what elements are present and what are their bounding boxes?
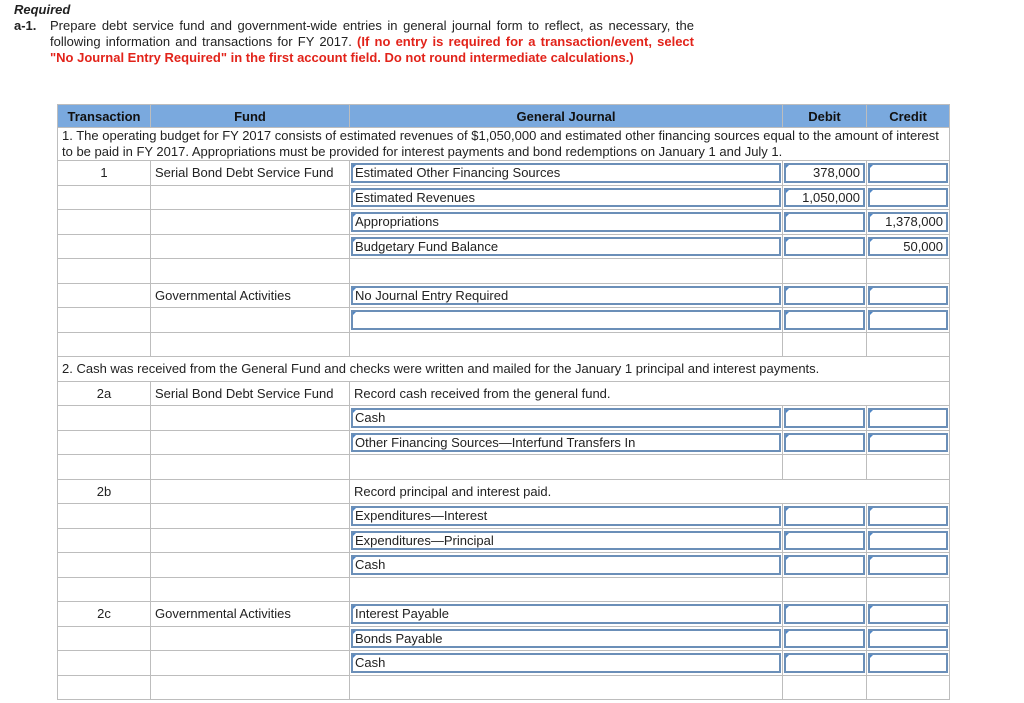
debit-input[interactable]: 378,000 — [784, 163, 865, 183]
credit-input[interactable] — [868, 506, 948, 526]
spacer-row — [58, 332, 950, 357]
transaction-number: 1 — [58, 161, 151, 186]
required-heading: Required — [14, 2, 71, 17]
part-label: a-1. — [14, 18, 37, 33]
fund-name — [151, 210, 350, 235]
account-select[interactable]: Cash — [351, 653, 781, 673]
description-row — [58, 357, 950, 382]
header-transaction: Transaction — [58, 105, 151, 128]
fund-name — [151, 406, 350, 431]
account-select[interactable]: Cash — [351, 408, 781, 428]
debit-input[interactable] — [784, 506, 865, 526]
account-select[interactable]: Budgetary Fund Balance — [351, 237, 781, 257]
fund-name — [151, 185, 350, 210]
spacer-row — [58, 675, 950, 700]
spacer-row — [58, 259, 950, 284]
record-instruction: Record cash received from the general fund. — [350, 381, 950, 406]
credit-input[interactable] — [868, 629, 948, 649]
record-instruction: Record principal and interest paid. — [350, 479, 950, 504]
credit-input[interactable] — [868, 604, 948, 624]
spacer-row — [58, 577, 950, 602]
account-select[interactable]: Appropriations — [351, 212, 781, 232]
transaction-number — [58, 626, 151, 651]
debit-input[interactable] — [784, 531, 865, 551]
credit-input[interactable] — [868, 555, 948, 575]
credit-input[interactable] — [868, 433, 948, 453]
debit-input[interactable]: 1,050,000 — [784, 188, 865, 208]
debit-input[interactable] — [784, 653, 865, 673]
fund-name — [151, 553, 350, 578]
fund-name — [151, 430, 350, 455]
journal-row — [58, 626, 950, 651]
account-select[interactable]: Expenditures—Interest — [351, 506, 781, 526]
account-select[interactable]: Expenditures—Principal — [351, 531, 781, 551]
account-select[interactable]: Other Financing Sources—Interfund Transfers In — [351, 433, 781, 453]
credit-input[interactable] — [868, 653, 948, 673]
transaction-number: 2b — [58, 479, 151, 504]
credit-input[interactable] — [868, 163, 948, 183]
instructions — [14, 2, 694, 66]
journal-row — [58, 283, 950, 308]
fund-name: Governmental Activities — [151, 283, 350, 308]
debit-input[interactable] — [784, 433, 865, 453]
account-select[interactable]: No Journal Entry Required — [351, 286, 781, 306]
header-debit: Debit — [783, 105, 867, 128]
instruction-text: Prepare debt service fund and government-wide entries in general journal form to reflect, as necessary, the following information and transactions for FY 2017. — [50, 18, 694, 49]
spacer-row — [58, 455, 950, 480]
account-select[interactable]: Interest Payable — [351, 604, 781, 624]
debit-input[interactable] — [784, 629, 865, 649]
debit-input[interactable] — [784, 604, 865, 624]
record-row — [58, 381, 950, 406]
journal-row — [58, 210, 950, 235]
journal-row — [58, 185, 950, 210]
fund-name — [151, 234, 350, 259]
debit-input[interactable] — [784, 237, 865, 257]
header-fund: Fund — [151, 105, 350, 128]
journal-row — [58, 234, 950, 259]
journal-row — [58, 651, 950, 676]
transaction-number — [58, 528, 151, 553]
transaction-number — [58, 210, 151, 235]
record-row — [58, 479, 950, 504]
account-select[interactable]: Bonds Payable — [351, 629, 781, 649]
journal-row — [58, 406, 950, 431]
instruction-note: (If no entry is required for a transaction/event, select "No Journal Entry Required" in the first account field. Do not round intermediate calculations.) — [50, 34, 694, 65]
transaction-1-description: 1. The operating budget for FY 2017 consists of estimated revenues of $1,050,000 and estimated other financing sources equal to the amount of interest to be paid in FY 2017. Appropriations must be provided for interest payments and bond redemptions on January 1 and July 1. — [58, 128, 950, 161]
transaction-number — [58, 308, 151, 333]
credit-input[interactable] — [868, 188, 948, 208]
instruction-paragraph — [14, 18, 694, 66]
credit-input[interactable] — [868, 310, 948, 330]
journal-row — [58, 528, 950, 553]
fund-name: Serial Bond Debt Service Fund — [151, 381, 350, 406]
debit-input[interactable] — [784, 310, 865, 330]
header-general-journal: General Journal — [350, 105, 783, 128]
description-row — [58, 128, 950, 161]
transaction-number — [58, 553, 151, 578]
journal-row — [58, 504, 950, 529]
journal-row — [58, 602, 950, 627]
fund-name — [151, 504, 350, 529]
fund-name — [151, 479, 350, 504]
fund-name — [151, 626, 350, 651]
transaction-number: 2c — [58, 602, 151, 627]
debit-input[interactable] — [784, 408, 865, 428]
account-select[interactable]: Cash — [351, 555, 781, 575]
transaction-number: 2a — [58, 381, 151, 406]
fund-name — [151, 308, 350, 333]
account-select[interactable] — [351, 310, 781, 330]
journal-row — [58, 430, 950, 455]
journal-row — [58, 553, 950, 578]
header-credit: Credit — [867, 105, 950, 128]
fund-name — [151, 651, 350, 676]
credit-input[interactable]: 1,378,000 — [868, 212, 948, 232]
debit-input[interactable] — [784, 555, 865, 575]
debit-input[interactable] — [784, 212, 865, 232]
credit-input[interactable] — [868, 531, 948, 551]
transaction-number — [58, 406, 151, 431]
credit-input[interactable] — [868, 408, 948, 428]
fund-name — [151, 528, 350, 553]
transaction-2-description: 2. Cash was received from the General Fund and checks were written and mailed for the January 1 principal and interest payments. — [58, 357, 950, 382]
debit-input[interactable] — [784, 286, 865, 306]
transaction-number — [58, 504, 151, 529]
transaction-number — [58, 283, 151, 308]
journal-row — [58, 308, 950, 333]
journal-row — [58, 161, 950, 186]
credit-input[interactable]: 50,000 — [868, 237, 948, 257]
credit-input[interactable] — [868, 286, 948, 306]
fund-name: Governmental Activities — [151, 602, 350, 627]
transaction-number — [58, 234, 151, 259]
account-select[interactable]: Estimated Revenues — [351, 188, 781, 208]
journal-table — [57, 104, 950, 700]
transaction-number — [58, 651, 151, 676]
transaction-number — [58, 430, 151, 455]
header-row — [58, 105, 950, 128]
fund-name: Serial Bond Debt Service Fund — [151, 161, 350, 186]
account-select[interactable]: Estimated Other Financing Sources — [351, 163, 781, 183]
transaction-number — [58, 185, 151, 210]
